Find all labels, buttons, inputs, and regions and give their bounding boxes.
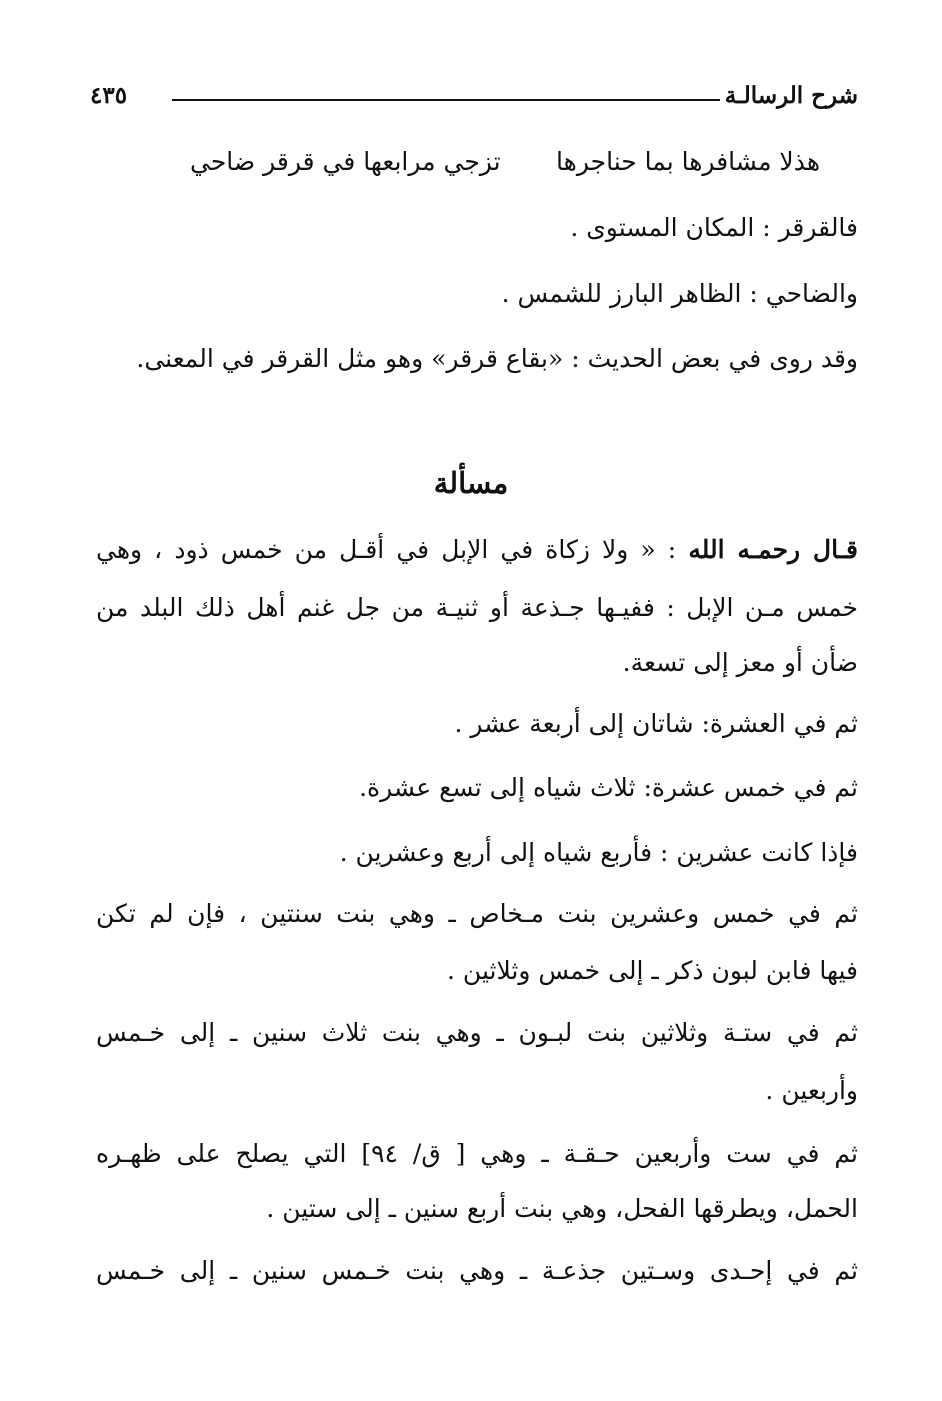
text-line: وأربعين . <box>765 1076 858 1105</box>
text-line: فيها فابن لبون ذكر ـ إلى خمس وثلاثين . <box>447 956 858 985</box>
poetry-verse <box>190 144 820 184</box>
text-line: فإذا كانت عشرين : فأربع شياه إلى أربع وعشرين . <box>339 838 858 867</box>
running-title: شرح الرسالـة <box>724 82 858 109</box>
speaker-attribution: قـال رحمـه الله <box>688 535 858 564</box>
text-line: الحمل، ويطرقها الفحل، وهي بنت أربع سنين ـ إلى ستين . <box>266 1194 858 1223</box>
header-rule <box>172 99 720 101</box>
text-line: ثم في خمس عشرة: ثلاث شياه إلى تسع عشرة. <box>359 773 858 802</box>
text-line-definition-dahi: والضاحي : الظاهر البارز للشمس . <box>501 279 858 308</box>
section-heading: مسألة <box>433 466 509 500</box>
verse-second-hemistich: تزجي مرابعها في قرقر ضاحي <box>190 147 501 176</box>
text-line: ثم في خمس وعشرين بنت مـخاص ـ وهي بنت سنتين ، فإن لم تكن <box>96 899 858 928</box>
paragraph-line <box>96 532 858 568</box>
text-line: ثم في ست وأربعين حـقـة ـ وهي [ ق/ ٩٤] التي يصلح على ظهـره <box>96 1139 858 1168</box>
page-number: ٤٣٥ <box>90 82 128 109</box>
paragraph-line: خمس مـن الإبل : ففيـها جـذعة أو ثنيـة من جل غنم أهل ذلك البلد من <box>96 593 858 622</box>
verse-first-hemistich: هذلا مشافرها بما حناجرها <box>556 147 820 176</box>
paragraph-line-text: : « ولا زكاة في الإبل في أقـل من خمس ذود ، وهي <box>96 535 689 564</box>
text-line-hadith-reference: وقد روى في بعض الحديث : «بقاع قرقر» وهو مثل القرقر في المعنى. <box>136 344 858 373</box>
paragraph-line: ضأن أو معز إلى تسعة. <box>622 648 858 677</box>
text-line: ثم في العشرة: شاتان إلى أربعة عشر . <box>454 709 858 738</box>
page-header <box>90 82 858 122</box>
text-line: ثم في إحـدى وسـتين جذعـة ـ وهي بنت خـمس سنين ـ إلى خـمس <box>96 1256 858 1285</box>
text-line: ثم في ستـة وثلاثين بنت لبـون ـ وهي بنت ثلاث سنين ـ إلى خـمس <box>96 1018 858 1047</box>
text-line-definition-qarqar: فالقرقر : المكان المستوى . <box>570 213 858 242</box>
